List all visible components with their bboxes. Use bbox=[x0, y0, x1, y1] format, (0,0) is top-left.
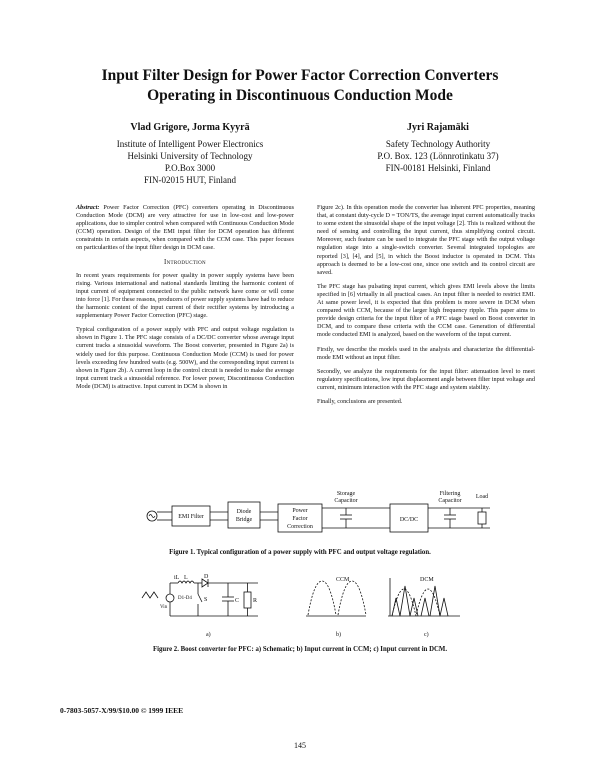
author-affil-1-line-2: Helsinki University of Technology bbox=[127, 151, 253, 161]
author-affil-2-line-2: P.O. Box. 123 (Lönnrotinkatu 37) bbox=[377, 151, 499, 161]
label-dcm: DCM bbox=[420, 577, 434, 583]
storage-label-2: Capacitor bbox=[334, 498, 358, 504]
abstract-label: Abstract: bbox=[76, 204, 100, 211]
diode-bridge-block bbox=[228, 502, 260, 528]
label-d1-d4: D1-D4 bbox=[178, 596, 192, 601]
title-line-1: Input Filter Design for Power Factor Correction Converters bbox=[101, 67, 499, 84]
filtering-label-1: Filtering bbox=[439, 491, 461, 497]
storage-label-1: Storage bbox=[336, 491, 356, 497]
right-paragraph-4: Secondly, we analyze the requirements for the input filter: attenuation level to meet regulatory specifications, low input displacement angle between filter input voltage and current, minimum interaction with the PFC stage and system stability. bbox=[317, 367, 535, 391]
right-paragraph-1: Figure 2c). In this operation mode the converter has inherent PFC properties, meaning that, at constant duty-cycle D = TON/TS, the average input current automatically tracks to some extent the sinusoidal shape of the input voltage [2]. This is realized without the need of sensing and controlling the input current, thus simplifying control circuit. Moreover, such feature can be used to integrate the PFC stage with the output voltage regulation stage into a single-switch converter. Several integrated topologies are reported [3], [4], and [5], in which the Boost inductor is operated in DCM. This approach is deemed to be a low-cost one, since one switch and its control circuit are saved. bbox=[317, 204, 535, 276]
abstract bbox=[76, 204, 294, 253]
label-l: L bbox=[184, 575, 188, 581]
author-affil-1-line-1: Institute of Intelligent Power Electronics bbox=[116, 139, 264, 149]
author-name-1: Vlad Grigore, Jorma Kyyrä bbox=[130, 122, 250, 133]
author-name-2: Jyri Rajamäki bbox=[407, 122, 469, 133]
ccm-current-waveform bbox=[308, 581, 336, 615]
inductor-l bbox=[178, 581, 194, 583]
pfc-label-1: Power bbox=[292, 508, 308, 514]
author-affil-1-line-4: FIN-02015 HUT, Finland bbox=[143, 175, 237, 185]
rectified-wave-icon bbox=[142, 592, 158, 598]
label-c: C bbox=[235, 598, 240, 604]
subfig-b-label: b) bbox=[336, 632, 341, 638]
diode-bridge-label-2: Bridge bbox=[235, 517, 253, 523]
left-column bbox=[76, 204, 294, 397]
resistor-r bbox=[244, 592, 251, 608]
label-r: R bbox=[253, 598, 258, 604]
label-vin: Vin bbox=[160, 605, 168, 610]
figure-2-caption: Figure 2. Boost converter for PFC: a) Schematic; b) Input current in CCM; c) Input current in DCM. bbox=[152, 646, 448, 653]
right-paragraph-3: Firstly, we describe the models used in the analysis and characterize the differential-mode EMI without an input filter. bbox=[317, 345, 535, 361]
abstract-text: Power Factor Correction (PFC) converters operating in Discontinuous Conduction Mode (DCM) are very attractive for use in low-cost and low-power applications, due to simpler control when compared with Continuous Conduction Mode (CCM) operation. Design of the EMI input filter for DCM operation has different constraints in certain aspects, when compared with the CCM case. This paper focuses on particularities of the input filter design in DCM case. bbox=[76, 204, 295, 252]
load-label: Load bbox=[475, 494, 489, 500]
subfig-a-label: a) bbox=[206, 632, 211, 638]
filtering-label-2: Capacitor bbox=[438, 498, 462, 504]
section-heading-introduction: Introduction bbox=[164, 258, 206, 266]
subfig-c-label: c) bbox=[424, 632, 429, 638]
label-d: D bbox=[204, 574, 209, 580]
emi-filter-label: EMI Filter bbox=[178, 514, 204, 520]
label-s: S bbox=[204, 597, 208, 603]
author-affil-2-line-1: Safety Technology Authority bbox=[385, 139, 491, 149]
footer-copyright: 0-7803-5057-X/99/$10.00 © 1999 IEEE bbox=[60, 706, 184, 715]
author-block-2 bbox=[318, 122, 558, 174]
page-number: 145 bbox=[294, 741, 306, 750]
pfc-label-2: Factor bbox=[292, 516, 308, 522]
author-block-1 bbox=[70, 122, 310, 186]
right-column bbox=[317, 204, 535, 412]
right-paragraph-5: Finally, conclusions are presented. bbox=[317, 397, 403, 405]
figure-1-block-diagram bbox=[140, 488, 500, 540]
figure-2-diagrams bbox=[138, 568, 478, 644]
label-il: iL bbox=[174, 575, 180, 581]
vin-source-icon bbox=[166, 594, 174, 602]
label-ccm: CCM bbox=[336, 577, 350, 583]
pfc-label-3: Correction bbox=[287, 524, 313, 530]
title-line-2: Operating in Discontinuous Conduction Mode bbox=[147, 87, 453, 104]
load-resistor bbox=[478, 512, 486, 524]
author-affil-1-line-3: P.O.Box 3000 bbox=[164, 163, 216, 173]
intro-paragraph-2: Typical configuration of a power supply with PFC and output voltage regulation is shown in Figure 1. The PFC stage consists of a DC/DC converter whose average input current tracks a sinusoidal waveform. The Boost converter, presented in Figure 2a) is widely used for this purpose. Continuous Conduction Mode (CCM) is used for power levels exceeding few hundred watts (e.g. 500W), and the corresponding input current is shown in Figure 2b). A current loop in the control circuit is needed to make the average input current track a sinusoidal reference. For lower power, Discontinuous Conduction Mode (DCM) is attractive. Input current in DCM is shown in bbox=[76, 326, 294, 390]
dcdc-label: DC/DC bbox=[399, 517, 419, 523]
diode-bridge-label-1: Diode bbox=[236, 509, 252, 515]
author-affil-2-line-3: FIN-00181 Helsinki, Finland bbox=[385, 163, 491, 173]
diode-d bbox=[202, 579, 208, 587]
paper-title bbox=[0, 66, 600, 106]
dcm-current-waveform bbox=[392, 586, 448, 616]
figure-1-caption: Figure 1. Typical configuration of a power supply with PFC and output voltage regulation. bbox=[169, 549, 431, 556]
right-paragraph-2: The PFC stage has pulsating input current, which gives EMI levels above the limits specified in [6] virtually in all practical cases. An input filter is needed to restrict EMI. At same power level, it is expected that this problem is more severe in DCM when compared with CCM, because of the larger high frequency ripple. This paper aims to provide design criteria for the input filter of a PFC stage based on Boost converter in DCM, and to compare these criteria with the CCM case. Generation of differential mode conducted EMI is analyzed, based on the waveform of the input current. bbox=[317, 282, 535, 339]
intro-paragraph-1: In recent years requirements for power quality in power supply systems have been rising. Various international and national standards limiting the harmonic content of input current of equipment connected to the public network have come or will come into force [1]. For these reasons, producers of power supply systems have had to reduce the harmonic content of the input current of their rectifier systems by introducing a supplementary Power Factor Correction (PFC) stage. bbox=[76, 271, 294, 320]
